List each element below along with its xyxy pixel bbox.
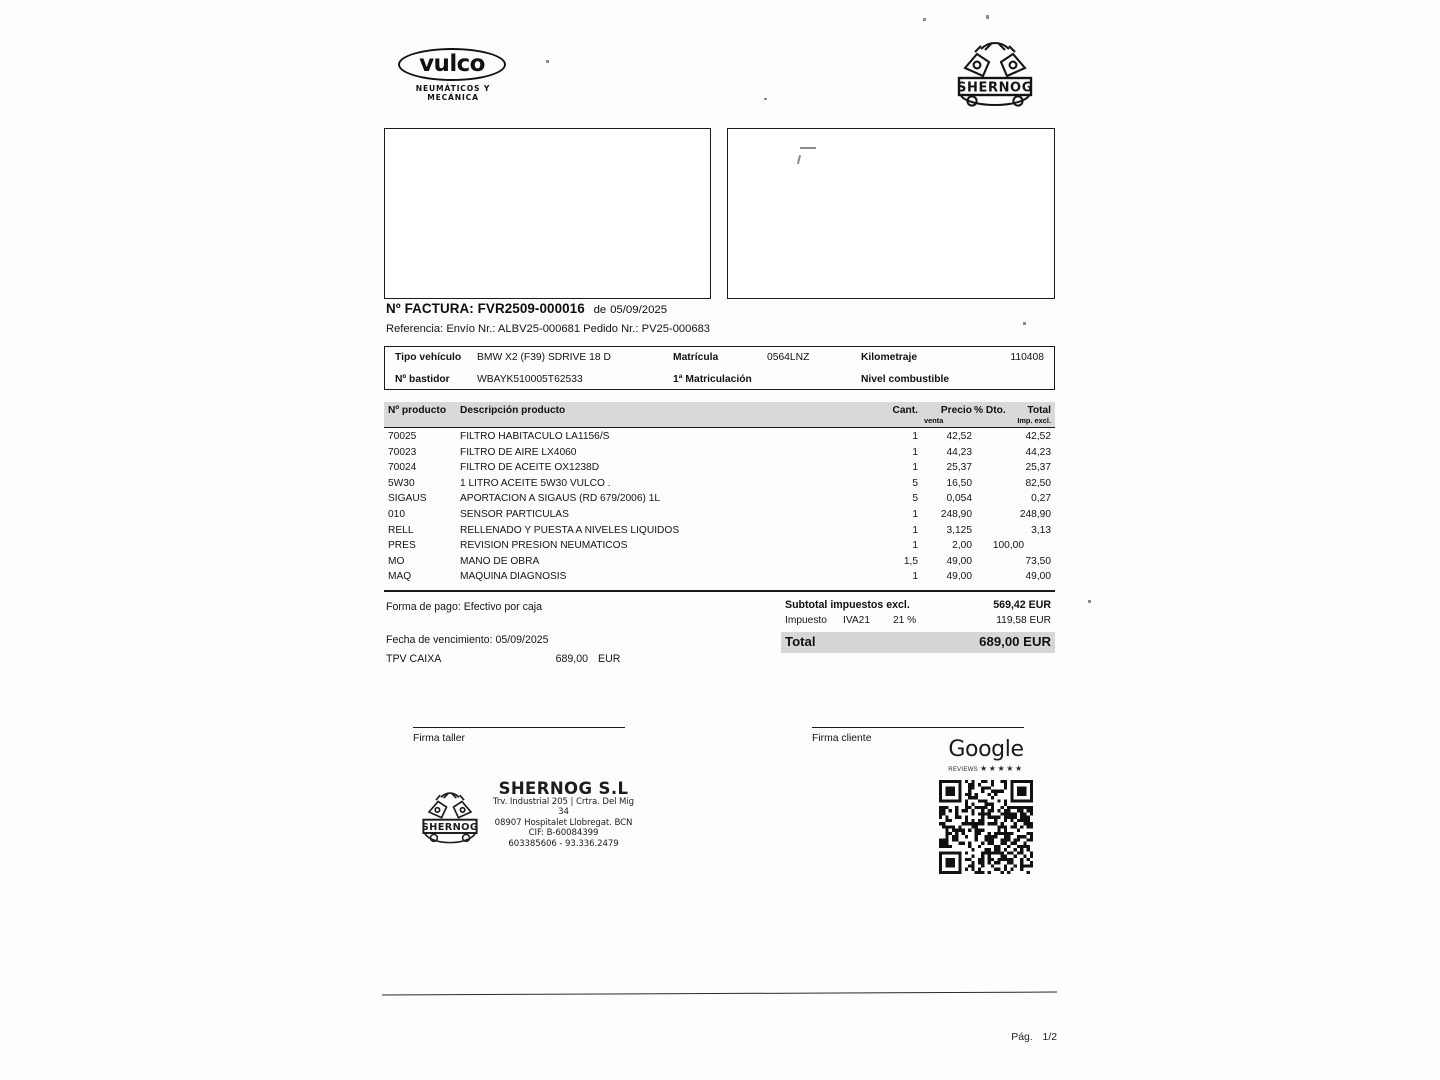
line-items-bottom-rule [384,590,1055,592]
vehicle-first-registration-label: 1ª Matriculación [673,374,752,385]
row-quantity: 1 [912,571,918,583]
grand-total-value: 689,00 EUR [979,634,1051,649]
scan-artifact [800,147,816,149]
vehicle-plate-value: 0564LNZ [767,352,810,363]
totals-block [781,598,1055,653]
header-product-number: Nº producto [388,405,447,416]
table-row [384,461,1055,477]
row-quantity: 1 [912,524,918,536]
row-quantity: 1 [912,446,918,458]
vehicle-fuel-level-label: Nivel combustible [861,374,950,385]
tax-value: 119,58 EUR [996,615,1051,626]
table-row [384,477,1055,493]
header-discount: % Dto. [974,405,1006,416]
row-product-number: 70025 [388,431,417,442]
stamp-tax-id: CIF: B-60084399 [528,828,599,839]
row-description: FILTRO DE AIRE LX4060 [460,446,577,458]
google-review-block [932,738,1040,775]
row-product-number: PRES [388,540,416,552]
scan-artifact [1088,600,1091,603]
table-row [384,508,1055,524]
header-product-description: Descripción producto [460,405,566,416]
scan-artifact [986,15,989,19]
vehicle-row-1 [385,347,1054,369]
row-description: MANO DE OBRA [460,555,540,567]
tax-row [781,614,1055,630]
svg-text:SHERNOG: SHERNOG [421,821,479,833]
table-row [384,430,1055,446]
company-stamp-text [487,780,640,849]
row-description: APORTACION A SIGAUS (RD 679/2006) 1L [460,493,661,505]
row-quantity: 1 [912,462,918,474]
row-description: REVISION PRESION NEUMATICOS [460,540,628,552]
customer-signature-label: Firma cliente [812,733,872,744]
workshop-signature-label: Firma taller [413,733,465,744]
stamp-address-line-2: 08907 Hospitalet Llobregat. BCN [494,817,633,828]
google-reviews-label: REVIEWS [948,767,978,773]
header-price: Precio [940,405,972,416]
vehicle-type-value: BMW X2 (F39) SDRIVE 18 D [477,352,611,363]
row-quantity: 1 [912,508,918,520]
google-logo [932,738,1040,764]
row-line-total: 42,52 [1025,431,1051,442]
sender-address-box [384,128,711,299]
table-row [384,446,1055,462]
line-items-header [384,402,1055,428]
line-items-body [384,428,1055,586]
row-product-number: 70023 [388,446,417,458]
row-unit-price: 42,52 [946,431,972,442]
row-discount: 100,00 [992,540,1024,552]
tax-rate: 21 % [893,615,917,626]
stamp-address-line-1: Trv. Industrial 205 | Crtra. Del Mig 34 [492,797,635,818]
row-line-total: 44,23 [1025,446,1051,458]
workshop-signature-line [413,727,625,728]
header-quantity: Cant. [892,405,918,416]
stamp-phone-numbers: 603385606 - 93.336.2479 [508,838,619,849]
shernog-logo-icon [945,38,1045,108]
payment-due-date: Fecha de vencimiento: 05/09/2025 [386,634,549,646]
row-unit-price: 16,50 [946,477,972,489]
row-unit-price: 25,37 [946,462,972,474]
header-price-sub: venta [924,416,944,425]
payment-tender-label: TPV CAIXA [386,653,442,665]
row-product-number: MAQ [388,571,412,583]
row-description: SENSOR PARTICULAS [460,508,569,520]
row-line-total: 82,50 [1025,477,1051,489]
subtotal-label: Subtotal impuestos excl. [785,599,910,611]
google-wordmark: Google [948,737,1024,762]
invoice-date-prefix: de [593,304,607,316]
invoice-date-value: 05/09/2025 [610,304,668,316]
page-number [960,1032,1057,1043]
row-quantity: 1,5 [903,555,918,567]
row-quantity: 5 [912,493,918,505]
vulco-logo [398,48,510,102]
page-number-value: 1/2 [1042,1032,1057,1043]
row-product-number: MO [388,555,405,567]
invoice-title [386,301,667,316]
subtotal-row [781,598,1055,614]
row-unit-price: 49,00 [946,571,972,583]
row-description: MAQUINA DIAGNOSIS [460,571,567,583]
row-line-total: 49,00 [1025,571,1051,583]
vehicle-row-2 [385,369,1054,391]
row-unit-price: 2,00 [952,540,972,552]
google-review-qr-code[interactable] [939,780,1033,874]
scan-artifact [797,155,801,164]
row-line-total: 0,27 [1031,493,1051,505]
stamp-company-name: SHERNOG S.L [498,779,629,798]
payment-tender-amount: 689,00 [555,653,588,665]
row-description: RELLENADO Y PUESTA A NIVELES LIQUIDOS [460,524,680,536]
table-row [384,524,1055,540]
scan-artifact [923,18,926,21]
invoice-number-value: FVR2509-000016 [477,301,585,316]
row-product-number: 70024 [388,462,417,474]
tax-code: IVA21 [843,615,870,626]
row-product-number: 5W30 [388,477,415,489]
row-line-total: 25,37 [1025,462,1051,474]
svg-text:SHERNOG: SHERNOG [957,80,1033,96]
row-product-number: RELL [388,524,414,536]
row-quantity: 1 [912,540,918,552]
customer-signature-line [812,727,1024,728]
table-row [384,555,1055,571]
scan-artifact [546,60,549,63]
row-unit-price: 0,054 [946,493,972,505]
row-line-total: 248,90 [1019,508,1051,520]
vehicle-plate-label: Matrícula [673,352,719,363]
line-items-table [384,402,1055,586]
vehicle-type-label: Tipo vehículo [395,352,462,363]
company-stamp [415,780,640,865]
table-row [384,539,1055,555]
vehicle-km-value: 110408 [1010,352,1044,363]
vulco-wordmark: vulco [419,51,485,77]
header-total: Total [1027,405,1051,416]
grand-total-row [781,632,1055,653]
page-number-label: Pág. [1011,1032,1033,1043]
row-line-total: 3,13 [1031,524,1051,536]
row-description: FILTRO DE ACEITE OX1238D [460,462,600,474]
payment-tender-currency: EUR [598,653,621,665]
payment-method: Forma de pago: Efectivo por caja [386,601,543,613]
table-row [384,492,1055,508]
table-row [384,570,1055,586]
row-description: FILTRO HABITACULO LA1156/S [460,431,610,442]
vehicle-km-label: Kilometraje [861,352,918,363]
footer-divider [382,992,1057,996]
google-reviews-caption [932,764,1040,775]
row-unit-price: 248,90 [940,508,972,520]
header-total-sub: Imp. excl. [1017,416,1051,425]
row-product-number: 010 [388,508,405,520]
row-unit-price: 49,00 [946,555,972,567]
vehicle-vin-label: Nº bastidor [395,374,450,385]
grand-total-label: Total [785,634,816,649]
row-product-number: SIGAUS [388,493,427,505]
row-unit-price: 3,125 [946,524,972,536]
invoice-number-label: Nº FACTURA: [386,301,474,316]
scan-artifact [764,98,767,100]
row-quantity: 1 [912,431,918,442]
scan-artifact [1023,322,1026,325]
vehicle-info-table [384,346,1055,390]
vehicle-vin-value: WBAYK510005T62533 [477,374,583,385]
shernog-stamp-logo-icon [415,788,485,850]
invoice-reference: Referencia: Envío Nr.: ALBV25-000681 Pedido Nr.: PV25-000683 [386,323,711,335]
subtotal-value: 569,42 EUR [993,599,1051,611]
google-rating-stars: ★★★★★ [979,764,1024,773]
row-unit-price: 44,23 [946,446,972,458]
row-quantity: 5 [912,477,918,489]
vulco-tagline: NEUMÁTICOS Y MECÁNICA [415,84,491,102]
row-description: 1 LITRO ACEITE 5W30 VULCO . [460,477,611,489]
tax-label: Impuesto [785,615,827,626]
document-header [380,38,1060,118]
row-line-total: 73,50 [1025,555,1051,567]
customer-address-box [727,128,1055,299]
